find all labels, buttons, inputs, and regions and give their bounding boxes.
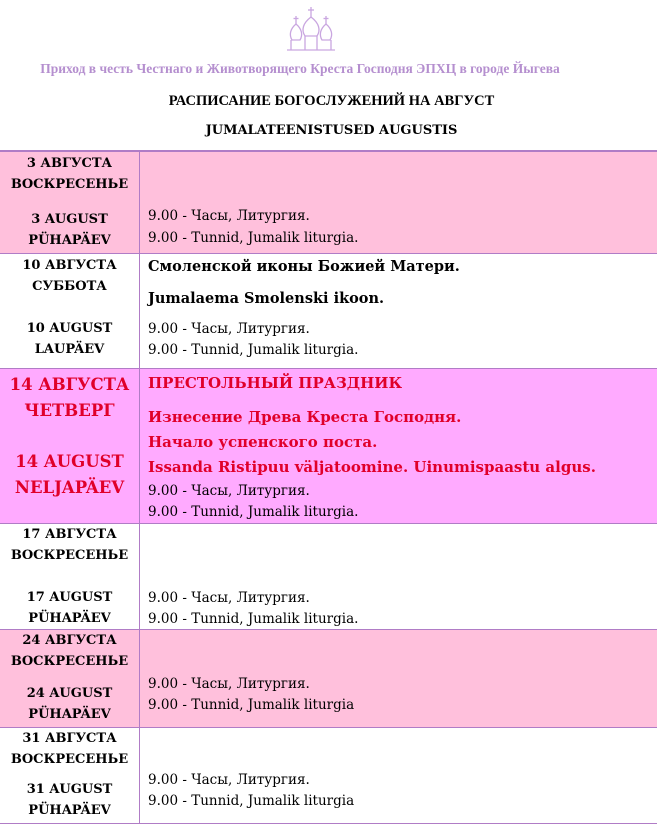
schedule-row bbox=[0, 151, 657, 253]
date-cell bbox=[0, 523, 140, 629]
info-cell bbox=[140, 727, 658, 823]
service-ru: 9.00 - Часы, Литургия. bbox=[148, 675, 310, 692]
ru-date: 10 АВГУСТА bbox=[22, 257, 117, 273]
ru-day: ВОСКРЕСЕНЬЕ bbox=[10, 177, 129, 192]
info-cell bbox=[140, 629, 658, 727]
info-cell bbox=[140, 368, 658, 523]
parish-name: Приход в честь Честнаго и Животворящего Креста Господня ЭПХЦ в городе Йыгева bbox=[40, 61, 560, 76]
service-et: 9.00 - Tunnid, Jumalik liturgia. bbox=[148, 503, 359, 520]
service-ru: 9.00 - Часы, Литургия. bbox=[148, 320, 310, 337]
et-date: 17 AUGUST bbox=[26, 589, 113, 605]
schedule-row bbox=[0, 727, 657, 823]
et-date: 14 AUGUST bbox=[15, 451, 124, 471]
ru-date: 31 АВГУСТА bbox=[22, 730, 117, 746]
schedule-row bbox=[0, 629, 657, 727]
et-day: NELJAPÄEV bbox=[14, 477, 125, 497]
ru-day: ВОСКРЕСЕНЬЕ bbox=[10, 751, 129, 767]
schedule-row bbox=[0, 523, 657, 629]
ru-day: ВОСКРЕСЕНЬЕ bbox=[10, 653, 129, 669]
schedule-table bbox=[0, 150, 657, 824]
schedule-row bbox=[0, 253, 657, 368]
date-cell bbox=[0, 629, 140, 727]
date-cell bbox=[0, 253, 140, 368]
et-day: LAUPÄEV bbox=[34, 341, 105, 357]
ru-date: 3 АВГУСТА bbox=[26, 156, 113, 171]
ru-date: 24 АВГУСТА bbox=[22, 632, 117, 648]
ru-date: 14 АВГУСТА bbox=[9, 374, 130, 394]
service-ru: 9.00 - Часы, Литургия. bbox=[148, 589, 310, 606]
service-et: 9.00 - Tunnid, Jumalik liturgia bbox=[148, 696, 355, 713]
et-day: PÜHAPÄEV bbox=[28, 802, 111, 818]
et-date: 3 AUGUST bbox=[31, 212, 108, 227]
feast-et: Jumalaema Smolenski ikoon. bbox=[148, 289, 385, 307]
date-cell bbox=[0, 368, 140, 523]
info-cell bbox=[140, 253, 658, 368]
service-ru: 9.00 - Часы, Литургия. bbox=[148, 208, 310, 224]
service-et: 9.00 - Tunnid, Jumalik liturgia. bbox=[148, 230, 359, 246]
feast-line: ПРЕСТОЛЬНЫЙ ПРАЗДНИК bbox=[148, 373, 403, 392]
ru-day: ЧЕТВЕРГ bbox=[24, 400, 115, 420]
et-date: 10 AUGUST bbox=[26, 320, 113, 336]
et-day: PÜHAPÄEV bbox=[28, 610, 111, 626]
et-date: 24 AUGUST bbox=[26, 685, 113, 701]
service-et: 9.00 - Tunnid, Jumalik liturgia bbox=[148, 792, 355, 809]
church-domes-icon bbox=[283, 6, 339, 54]
service-ru: 9.00 - Часы, Литургия. bbox=[148, 482, 310, 499]
info-cell bbox=[140, 523, 658, 629]
service-et: 9.00 - Tunnid, Jumalik liturgia. bbox=[148, 610, 359, 627]
ru-day: ВОСКРЕСЕНЬЕ bbox=[10, 547, 129, 563]
feast-ru: Смоленской иконы Божией Матери. bbox=[148, 257, 460, 275]
service-et: 9.00 - Tunnid, Jumalik liturgia. bbox=[148, 341, 359, 358]
date-cell bbox=[0, 727, 140, 823]
info-cell bbox=[140, 151, 658, 253]
et-day: PÜHAPÄEV bbox=[28, 233, 111, 248]
ru-date: 17 АВГУСТА bbox=[22, 526, 117, 542]
schedule-title-ru: РАСПИСАНИЕ БОГОСЛУЖЕНИЙ НА АВГУСТ bbox=[168, 93, 495, 109]
service-ru: 9.00 - Часы, Литургия. bbox=[148, 771, 310, 788]
feast-line: Issanda Ristipuu väljatoomine. Uinumispaastu algus. bbox=[148, 457, 596, 476]
et-day: PÜHAPÄEV bbox=[28, 706, 111, 722]
feast-line: Начало успенского поста. bbox=[148, 432, 378, 451]
schedule-row bbox=[0, 368, 657, 523]
ru-day: СУББОТА bbox=[32, 278, 107, 294]
feast-line: Изнесение Древа Креста Господня. bbox=[148, 407, 462, 426]
et-date: 31 AUGUST bbox=[26, 781, 113, 797]
date-cell bbox=[0, 151, 140, 253]
schedule-title-et: JUMALATEENISTUSED AUGUSTIS bbox=[205, 123, 458, 138]
